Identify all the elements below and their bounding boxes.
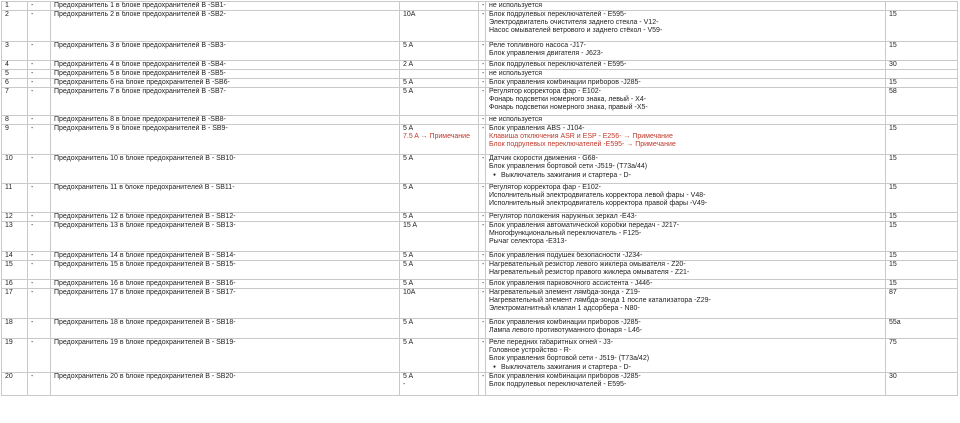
- fuse-number-cell: 18: [2, 319, 28, 339]
- separator-dash: -: [479, 373, 486, 396]
- terminal-cell: 15: [886, 155, 958, 184]
- fuse-row: [2, 79, 958, 88]
- terminal-cell: 55a: [886, 319, 958, 339]
- amperage-cell: [400, 339, 479, 373]
- separator-dash: -: [28, 280, 51, 289]
- fuse-row: [2, 2, 958, 11]
- separator-dash: -: [28, 213, 51, 222]
- separator-dash: -: [28, 125, 51, 155]
- amperage-cell: [400, 79, 479, 88]
- fuse-table: [1, 1, 958, 396]
- terminal-cell: 15: [886, 184, 958, 213]
- separator-dash: -: [479, 11, 486, 42]
- consumer-line: Исполнительный электродвигатель корректора правой фары -V49-: [489, 200, 708, 207]
- fuse-name-cell: Предохранитель 5 в блоке предохранителей B -SB5-: [51, 70, 400, 79]
- consumer-line: Фонарь подсветки номерного знака, правый -X5-: [489, 104, 648, 111]
- consumer-line: Регулятор корректора фар - E102-: [489, 184, 601, 191]
- fuse-name-cell: Предохранитель 17 в блоке предохранителей B - SB17-: [51, 289, 400, 319]
- amperage-value: 5 A: [403, 155, 414, 162]
- separator-dash: -: [479, 79, 486, 88]
- separator-dash: -: [28, 88, 51, 116]
- consumer-cell: [486, 79, 886, 88]
- separator-dash: -: [28, 339, 51, 373]
- separator-dash: -: [479, 42, 486, 61]
- fuse-row: [2, 261, 958, 280]
- separator-dash: -: [28, 11, 51, 42]
- fuse-name-cell: Предохранитель 14 в блоке предохранителей B - SB14-: [51, 252, 400, 261]
- amperage-cell: [400, 155, 479, 184]
- consumer-line: не используется: [489, 116, 543, 123]
- terminal-cell: 75: [886, 339, 958, 373]
- consumer-line: Блок управления комбинации приборов -J285-: [489, 79, 641, 86]
- separator-dash: -: [28, 184, 51, 213]
- amperage-cell: [400, 289, 479, 319]
- separator-dash: -: [28, 79, 51, 88]
- consumer-line: Нагревательный элемент лямбда-зонда - Z19-: [489, 289, 641, 296]
- amperage-value: 5 A: [403, 88, 414, 95]
- consumer-cell: [486, 373, 886, 396]
- consumer-line: ● Выключатель зажигания и стартера - D-: [489, 171, 882, 180]
- terminal-cell: 15: [886, 11, 958, 42]
- fuse-number-cell: 7: [2, 88, 28, 116]
- fuse-row: [2, 339, 958, 373]
- separator-dash: -: [479, 213, 486, 222]
- separator-dash: -: [479, 2, 486, 11]
- consumer-line: не используется: [489, 2, 543, 9]
- terminal-cell: 30: [886, 373, 958, 396]
- fuse-name-cell: Предохранитель 11 в блоке предохранителей B - SB11-: [51, 184, 400, 213]
- consumer-line: Регулятор корректора фар - E102-: [489, 88, 601, 95]
- separator-dash: -: [28, 373, 51, 396]
- consumer-cell: [486, 261, 886, 280]
- fuse-name-cell: Предохранитель 19 в блоке предохранителей B - SB19-: [51, 339, 400, 373]
- consumer-line: Датчик скорости движения - G68-: [489, 155, 598, 162]
- separator-dash: -: [479, 289, 486, 319]
- terminal-cell: 58: [886, 88, 958, 116]
- amperage-cell: [400, 222, 479, 252]
- terminal-cell: [886, 2, 958, 11]
- consumer-cell: [486, 61, 886, 70]
- terminal-cell: 15: [886, 79, 958, 88]
- amperage-value: 5 A: [403, 252, 414, 259]
- fuse-row: [2, 373, 958, 396]
- fuse-row: [2, 289, 958, 319]
- separator-dash: -: [479, 252, 486, 261]
- fuse-number-cell: 14: [2, 252, 28, 261]
- separator-dash: -: [479, 155, 486, 184]
- terminal-cell: 15: [886, 261, 958, 280]
- amperage-value: 5 A: [403, 261, 414, 268]
- fuse-name-cell: Предохранитель 8 в блоке предохранителей B -SB8-: [51, 116, 400, 125]
- fuse-number-cell: 17: [2, 289, 28, 319]
- fuse-table-body: [2, 2, 958, 396]
- separator-dash: -: [28, 155, 51, 184]
- fuse-row: [2, 280, 958, 289]
- fuse-name-cell: Предохранитель 1 в блоке предохранителей B -SB1-: [51, 2, 400, 11]
- separator-dash: -: [28, 261, 51, 280]
- terminal-cell: 15: [886, 42, 958, 61]
- amperage-value: 2 A: [403, 61, 414, 68]
- amperage-cell: [400, 125, 479, 155]
- amperage-value: 10A: [403, 289, 416, 296]
- consumer-line: Нагревательный резистор правого жиклера омывателя - Z21-: [489, 269, 690, 276]
- fuse-name-cell: Предохранитель 6 на блоке предохранителей B -SB6-: [51, 79, 400, 88]
- consumer-line: Блок управления подушек безопасности -J234-: [489, 252, 643, 259]
- separator-dash: -: [479, 222, 486, 252]
- consumer-line: Электродвигатель очистителя заднего стекла - V12-: [489, 19, 659, 26]
- terminal-cell: 87: [886, 289, 958, 319]
- terminal-cell: 15: [886, 213, 958, 222]
- amperage-cell: [400, 70, 479, 79]
- fuse-number-cell: 1: [2, 2, 28, 11]
- fuse-row: [2, 155, 958, 184]
- amperage-cell: [400, 88, 479, 116]
- separator-dash: -: [28, 70, 51, 79]
- fuse-name-cell: Предохранитель 20 в блоке предохранителей B - SB20-: [51, 373, 400, 396]
- fuse-name-cell: Предохранитель 3 в блоке предохранителей B -SB3-: [51, 42, 400, 61]
- fuse-number-cell: 11: [2, 184, 28, 213]
- consumer-line: Блок подрулевых переключателей - E595-: [489, 61, 627, 68]
- separator-dash: -: [28, 61, 51, 70]
- amperage-cell: [400, 213, 479, 222]
- amperage-value[interactable]: 7.5 A → Примечание: [403, 133, 470, 140]
- fuse-number-cell: 5: [2, 70, 28, 79]
- fuse-number-cell: 10: [2, 155, 28, 184]
- consumer-line: Рычаг селектора -E313-: [489, 238, 567, 245]
- separator-dash: -: [479, 88, 486, 116]
- consumer-line: Блок управления бортовой сети -J519- (T73a/44): [489, 163, 648, 170]
- consumer-line: Головное устройство - R-: [489, 347, 572, 354]
- separator-dash: -: [479, 70, 486, 79]
- amperage-cell: [400, 319, 479, 339]
- terminal-cell: 15: [886, 125, 958, 155]
- consumer-cell: [486, 42, 886, 61]
- fuse-number-cell: 6: [2, 79, 28, 88]
- consumer-line: Блок управления автоматической коробки передач - J217-: [489, 222, 680, 229]
- consumer-cell: [486, 125, 886, 155]
- separator-dash: -: [479, 280, 486, 289]
- consumer-line: Блок управления бортовой сети - J519- (T73a/42): [489, 355, 650, 362]
- consumer-line: Реле топливного насоса -J17-: [489, 42, 586, 49]
- consumer-line: Электромагнитный клапан 1 адсорбера - N80-: [489, 305, 640, 312]
- consumer-cell: [486, 116, 886, 125]
- consumer-line: Нагревательный резистор левого жиклера омывателя - Z20-: [489, 261, 686, 268]
- fuse-row: [2, 70, 958, 79]
- amperage-value: 5 A: [403, 42, 414, 49]
- consumer-line: Нагревательный элемент лямбда-зонда 1 после катализатора -Z29-: [489, 297, 711, 304]
- amperage-cell: [400, 61, 479, 70]
- fuse-row: [2, 11, 958, 42]
- terminal-cell: [886, 70, 958, 79]
- separator-dash: -: [28, 252, 51, 261]
- fuse-row: [2, 213, 958, 222]
- fuse-name-cell: Предохранитель 9 в блоке предохранителей B - SB9-: [51, 125, 400, 155]
- consumer-cell: [486, 184, 886, 213]
- fuse-row: [2, 88, 958, 116]
- consumer-line: Исполнительный электродвигатель корректора левой фары - V48-: [489, 192, 706, 199]
- separator-dash: -: [28, 2, 51, 11]
- amperage-value: 10A: [403, 11, 416, 18]
- consumer-line: ● Выключатель зажигания и стартера - D-: [489, 363, 882, 372]
- consumer-line: Блок управления комбинации приборов -J285-: [489, 373, 641, 380]
- fuse-row: [2, 125, 958, 155]
- amperage-cell: [400, 42, 479, 61]
- terminal-cell: [886, 116, 958, 125]
- terminal-cell: 15: [886, 280, 958, 289]
- terminal-cell: 15: [886, 222, 958, 252]
- fuse-name-cell: Предохранитель 4 в блоке предохранителей B -SB4-: [51, 61, 400, 70]
- fuse-row: [2, 116, 958, 125]
- separator-dash: -: [479, 184, 486, 213]
- separator-dash: -: [28, 289, 51, 319]
- consumer-line: Фонарь подсветки номерного знака, левый - X4-: [489, 96, 647, 103]
- fuse-number-cell: 15: [2, 261, 28, 280]
- fuse-number-cell: 16: [2, 280, 28, 289]
- amperage-value: 5 A: [403, 280, 414, 287]
- fuse-name-cell: Предохранитель 15 в блоке предохранителей B - SB15-: [51, 261, 400, 280]
- amperage-cell: [400, 11, 479, 42]
- amperage-cell: [400, 2, 479, 11]
- fuse-name-cell: Предохранитель 18 в блоке предохранителей B - SB18-: [51, 319, 400, 339]
- fuse-name-cell: Предохранитель 7 в блоке предохранителей B -SB7-: [51, 88, 400, 116]
- separator-dash: -: [479, 339, 486, 373]
- terminal-cell: 15: [886, 252, 958, 261]
- fuse-name-cell: Предохранитель 12 в блоке предохранителей B - SB12-: [51, 213, 400, 222]
- fuse-number-cell: 9: [2, 125, 28, 155]
- amperage-value: 5 A: [403, 213, 414, 220]
- amperage-value: 5 A: [403, 339, 414, 346]
- consumer-line[interactable]: Блок подрулевых переключателей -E595- → Примечание: [489, 141, 676, 148]
- amperage-value: 5 A: [403, 319, 414, 326]
- amperage-value: 5 A: [403, 373, 414, 380]
- amperage-value: 5 A: [403, 79, 414, 86]
- separator-dash: -: [28, 222, 51, 252]
- amperage-cell: [400, 184, 479, 213]
- fuse-name-cell: Предохранитель 2 в блоке предохранителей B -SB2-: [51, 11, 400, 42]
- consumer-line: не используется: [489, 70, 543, 77]
- consumer-cell: [486, 155, 886, 184]
- consumer-line: Блок подрулевых переключателей - E595-: [489, 11, 627, 18]
- consumer-line[interactable]: Клавиша отключения ASR и ESP - E256- → Примечание: [489, 133, 673, 140]
- separator-dash: -: [28, 319, 51, 339]
- consumer-line: Блок управления двигателя - J623-: [489, 50, 603, 57]
- separator-dash: -: [479, 319, 486, 339]
- fuse-row: [2, 252, 958, 261]
- consumer-cell: [486, 319, 886, 339]
- consumer-cell: [486, 11, 886, 42]
- fuse-name-cell: Предохранитель 13 в блоке предохранителей B - SB13-: [51, 222, 400, 252]
- consumer-line: Насос омывателей ветрового и заднего стёкол - V59-: [489, 27, 663, 34]
- fuse-name-cell: Предохранитель 16 в блоке предохранителей B - SB16-: [51, 280, 400, 289]
- separator-dash: -: [479, 125, 486, 155]
- fuse-row: [2, 61, 958, 70]
- consumer-cell: [486, 70, 886, 79]
- consumer-cell: [486, 88, 886, 116]
- amperage-cell: [400, 280, 479, 289]
- consumer-line: Регулятор положения наружных зеркал -E43-: [489, 213, 637, 220]
- consumer-line: Блок управления парковочного ассистента - J446-: [489, 280, 653, 287]
- fuse-number-cell: 19: [2, 339, 28, 373]
- fuse-row: [2, 184, 958, 213]
- consumer-cell: [486, 339, 886, 373]
- consumer-line: Блок управления комбинации приборов -J285-: [489, 319, 641, 326]
- consumer-line: Реле передних габаритных огней - J3-: [489, 339, 614, 346]
- fuse-number-cell: 4: [2, 61, 28, 70]
- amperage-cell: [400, 373, 479, 396]
- fuse-number-cell: 3: [2, 42, 28, 61]
- fuse-number-cell: 13: [2, 222, 28, 252]
- fuse-number-cell: 2: [2, 11, 28, 42]
- amperage-value: -: [403, 381, 406, 388]
- separator-dash: -: [479, 116, 486, 125]
- consumer-line: Лампа левого противотуманного фонаря - L46-: [489, 327, 643, 334]
- terminal-cell: 30: [886, 61, 958, 70]
- separator-dash: -: [28, 42, 51, 61]
- separator-dash: -: [479, 61, 486, 70]
- consumer-cell: [486, 280, 886, 289]
- amperage-cell: [400, 252, 479, 261]
- fuse-number-cell: 20: [2, 373, 28, 396]
- separator-dash: -: [28, 116, 51, 125]
- fuse-number-cell: 12: [2, 213, 28, 222]
- fuse-row: [2, 42, 958, 61]
- consumer-cell: [486, 222, 886, 252]
- consumer-line: Многофункциональный переключатель - F125-: [489, 230, 642, 237]
- fuse-number-cell: 8: [2, 116, 28, 125]
- consumer-line: Блок управления ABS - J104-: [489, 125, 585, 132]
- amperage-cell: [400, 116, 479, 125]
- amperage-value: 5 A: [403, 125, 414, 132]
- separator-dash: -: [479, 261, 486, 280]
- amperage-cell: [400, 261, 479, 280]
- amperage-value: 5 A: [403, 184, 414, 191]
- consumer-cell: [486, 252, 886, 261]
- consumer-cell: [486, 213, 886, 222]
- amperage-value: 15 A: [403, 222, 418, 229]
- consumer-cell: [486, 289, 886, 319]
- consumer-line: Блок подрулевых переключателей - E595-: [489, 381, 627, 388]
- fuse-row: [2, 222, 958, 252]
- fuse-row: [2, 319, 958, 339]
- fuse-name-cell: Предохранитель 10 в блоке предохранителей B - SB10-: [51, 155, 400, 184]
- consumer-cell: [486, 2, 886, 11]
